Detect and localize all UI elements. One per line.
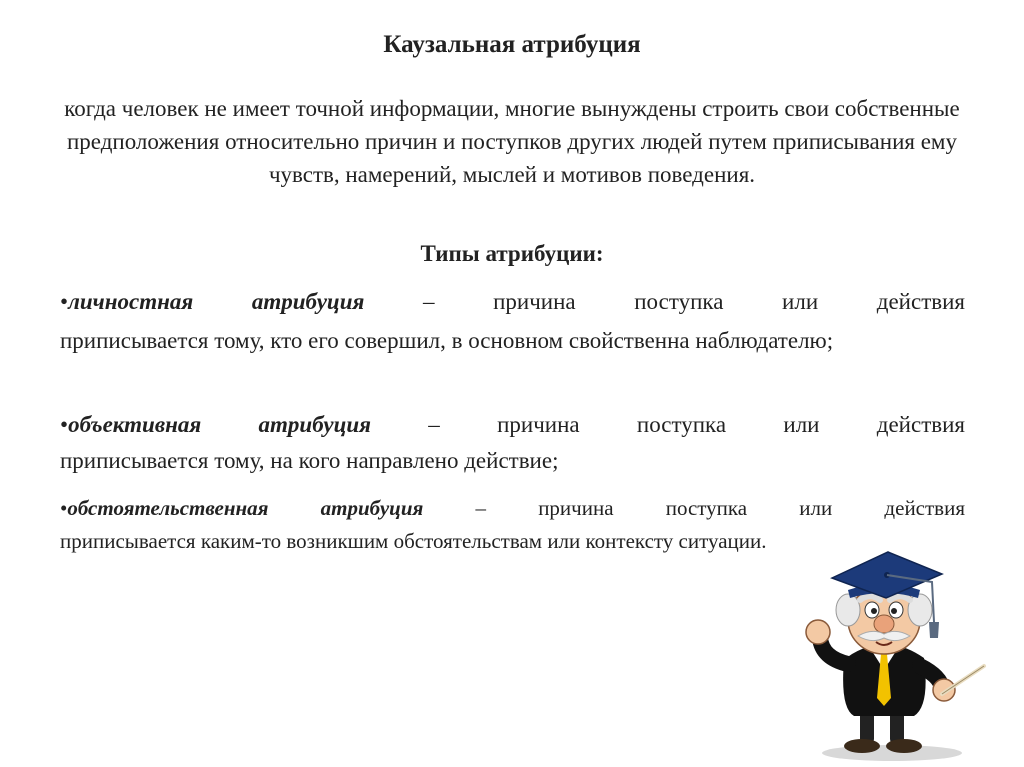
professor-mascot [792, 548, 992, 763]
type-definition-rest: приписывается тому, кто его совершил, в основном свойственна наблюдателю; [60, 328, 834, 353]
slide-title: Каузальная атрибуция [383, 31, 641, 58]
type-item-first-line [60, 282, 965, 321]
types-heading: Типы атрибуции: [420, 241, 604, 266]
type-definition-rest: приписывается каким-то возникшим обстоятельствам или контексту ситуации. [60, 529, 767, 553]
type-definition-start: – причина поступка или действия [371, 412, 965, 437]
type-definition-start: – причина поступка или действия [364, 289, 965, 314]
type-item-first-line [60, 407, 965, 443]
bullet: • [60, 289, 69, 314]
type-item-objective [60, 407, 965, 479]
type-definition-start: – причина поступка или действия [423, 496, 965, 520]
intro-paragraph: когда человек не имеет точной информации, многие вынуждены строить свои собственные предположения относительно причин и поступков других людей путем приписывания ему чувств, намерений, мыслей и мотивов поведения. [64, 96, 960, 187]
bullet: • [60, 412, 69, 437]
type-term: обстоятельственная атрибуция [67, 496, 424, 520]
type-item-personal [60, 282, 965, 360]
type-term: личностная атрибуция [68, 289, 365, 314]
type-term: объективная атрибуция [68, 412, 372, 437]
type-definition-rest: приписывается тому, на кого направлено действие; [60, 448, 559, 473]
bullet: • [60, 496, 68, 520]
type-item-first-line [60, 492, 965, 525]
